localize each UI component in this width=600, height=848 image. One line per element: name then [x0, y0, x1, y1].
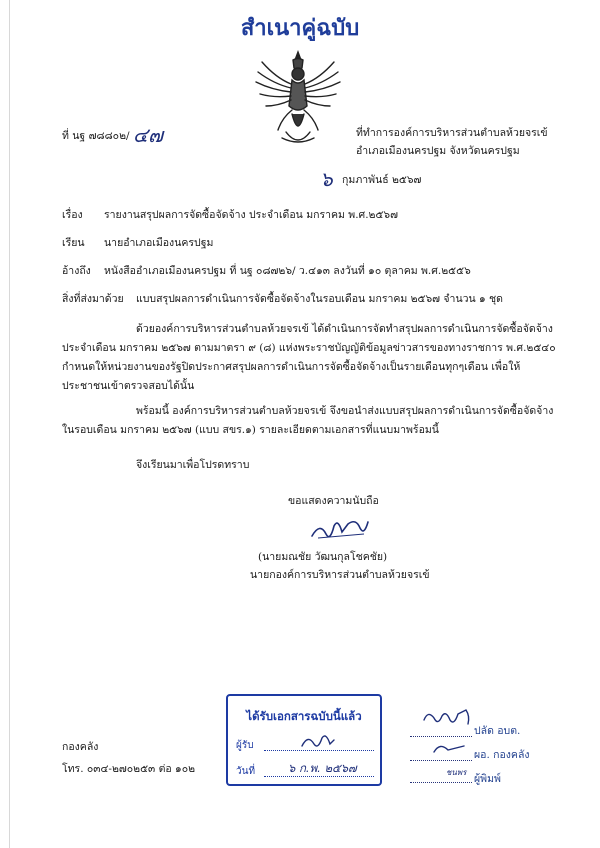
date-day-handwritten: ๖ — [320, 167, 333, 191]
deputy-label: ปลัด อบต. — [474, 725, 521, 737]
deputy-sign-line — [410, 736, 472, 737]
document-number-handwritten: ๔๗ — [132, 123, 164, 147]
paragraph1-line: ประชาชนเข้าตรวจสอบได้นั้น — [62, 380, 195, 392]
receiver-signature-scribble — [298, 730, 338, 752]
to-label: เรียน — [62, 237, 85, 249]
received-date-handwritten: ๖ ก.พ. ๒๕๖๗ — [288, 761, 357, 775]
paragraph1-line: ด้วยองค์การบริหารส่วนตำบลห้วยจรเข้ ได้ดำเนินการจัดทำสรุปผลการดำเนินการจัดซื้อจัดจ้าง — [136, 323, 553, 335]
paragraph2-line: พร้อมนี้ องค์การบริหารส่วนตำบลห้วยจรเข้ จึงขอนำส่งแบบสรุปผลการดำเนินการจัดซื้อจัดจ้าง — [136, 405, 554, 417]
signature-scribble — [308, 514, 372, 544]
enclosure-value: แบบสรุปผลการดำเนินการจัดซื้อจัดจ้างในรอบเดือน มกราคม ๒๕๖๗ จำนวน ๑ ชุด — [136, 293, 503, 305]
copy-stamp: สำเนาคู่ฉบับ — [240, 16, 360, 41]
date-month-year: กุมภาพันธ์ ๒๕๖๗ — [342, 174, 422, 186]
subject-label: เรื่อง — [62, 209, 83, 221]
director-sign-line — [410, 760, 472, 761]
scan-margin-line — [9, 0, 10, 848]
to-value: นายอำเภอเมืองนครปฐม — [104, 237, 214, 249]
paragraph1-line: กำหนดให้หน่วยงานของรัฐปิดประกาศสรุปผลการดำเนินการจัดซื้อจัดจ้างเป็นรายเดือนทุกๆเดือน เพื่อให้ — [62, 361, 521, 373]
received-stamp-title: ได้รับเอกสารฉบับนี้แล้ว — [246, 709, 362, 723]
office-address-line1: ที่ทำการองค์การบริหารส่วนตำบลห้วยจรเข้ — [356, 127, 548, 139]
received-date-label: วันที่ — [236, 766, 256, 777]
typist-label: ผู้พิมพ์ — [474, 773, 501, 785]
director-initials-scribble — [430, 740, 470, 758]
receiver-label: ผู้รับ — [236, 740, 254, 751]
enclosure-label: สิ่งที่ส่งมาด้วย — [62, 293, 124, 305]
director-label: ผอ. กองคลัง — [474, 749, 530, 761]
signer-position: นายกองค์การบริหารส่วนตำบลห้วยจรเข้ — [250, 569, 430, 581]
respect-line: ขอแสดงความนับถือ — [288, 495, 379, 507]
paragraph2-line: ในรอบเดือน มกราคม ๒๕๖๗ (แบบ สขร.๑) รายละเอียดตามเอกสารที่แนบมาพร้อมนี้ — [62, 424, 439, 436]
subject-value: รายงานสรุปผลการจัดซื้อจัดจ้าง ประจำเดือน มกราคม พ.ศ.๒๕๖๗ — [104, 209, 398, 221]
reference-value: หนังสืออำเภอเมืองนครปฐม ที่ นฐ ๐๘๗๒๖/ ว.๔๑๓ ลงวันที่ ๑๐ ตุลาคม พ.ศ.๒๕๕๖ — [104, 265, 471, 277]
document-number — [62, 123, 164, 147]
garuda-emblem-icon — [252, 48, 344, 148]
footer-phone: โทร. ๐๓๔-๒๗๐๒๕๓ ต่อ ๑๐๒ — [62, 763, 196, 775]
document-number-prefix: ที่ นฐ ๗๘๘๐๒/ — [62, 130, 130, 142]
typist-initials: ชนพร — [446, 768, 467, 777]
reference-label: อ้างถึง — [62, 265, 91, 277]
signer-name: (นายมณชัย วัฒนกุลโชคชัย) — [258, 551, 388, 563]
typist-sign-line — [410, 782, 472, 783]
document-date — [320, 167, 422, 191]
deputy-initials-scribble — [420, 706, 474, 730]
closing-line: จึงเรียนมาเพื่อโปรดทราบ — [136, 459, 250, 471]
office-address-line2: อำเภอเมืองนครปฐม จังหวัดนครปฐม — [356, 145, 520, 157]
footer-department: กองคลัง — [62, 741, 99, 753]
paragraph1-line: ประจำเดือน มกราคม ๒๕๖๗ ตามมาตรา ๙ (๘) แห่งพระราชบัญญัติข้อมูลข่าวสารของทางราชการ พ.ศ.๒๕๔๐ — [62, 342, 556, 354]
received-stamp — [226, 694, 382, 786]
